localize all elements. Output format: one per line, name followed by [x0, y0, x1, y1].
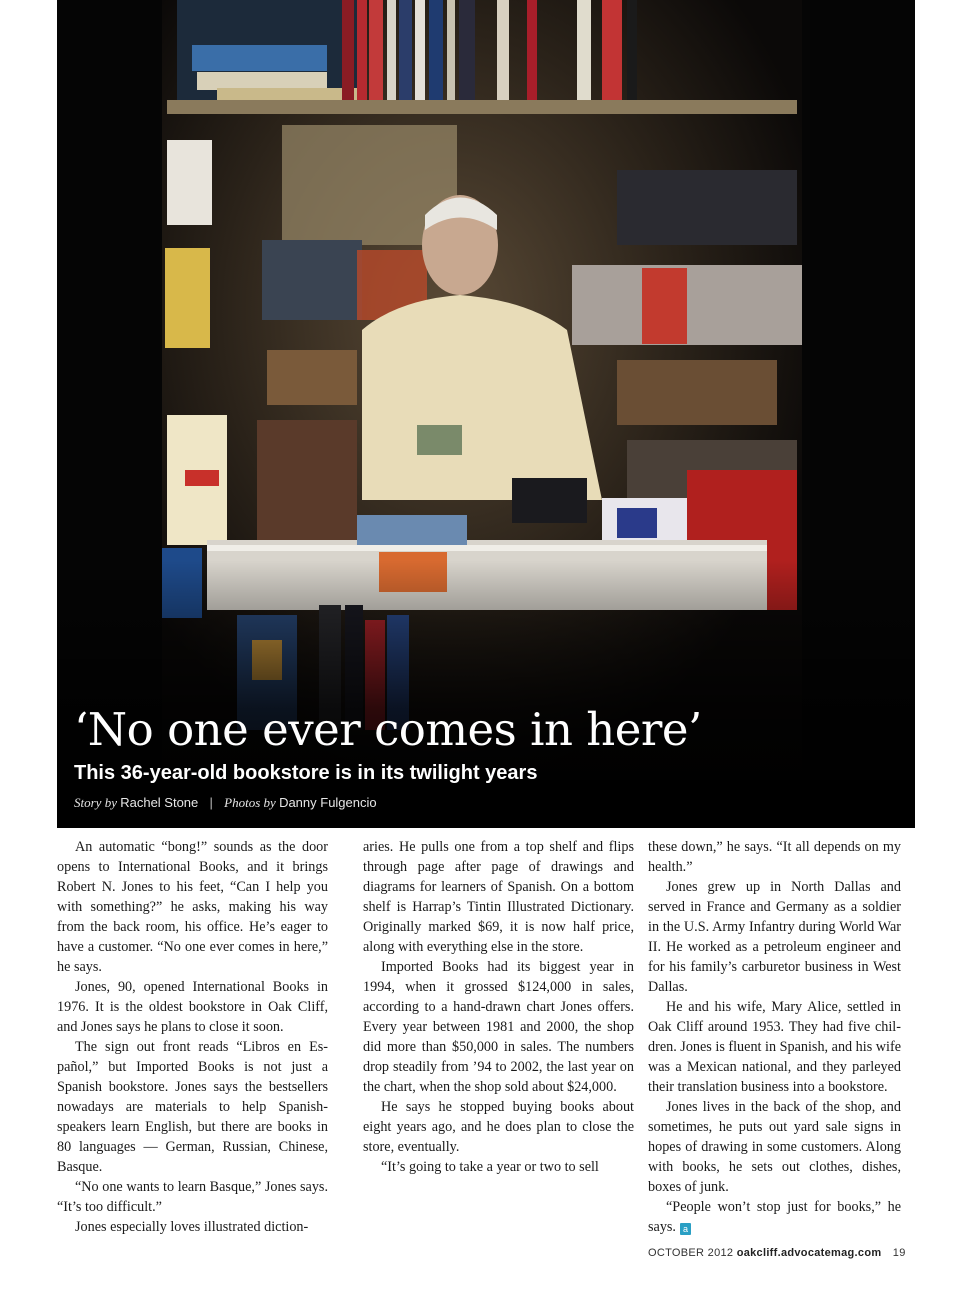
page-number: 19	[892, 1247, 906, 1259]
paragraph: An automatic “bong!” sounds as the door opens to International Books, and it brings Robert N. Jones to his feet, “Can I help you with something?” he asks, making his way from the back room, his office. He’s eager to have a customer. “No one ever comes in here,” he says.	[57, 839, 328, 975]
paragraph: Jones especially loves illustrated diction-	[75, 1219, 309, 1235]
paragraph-text: “People won’t stop just for books,” he says.	[648, 1199, 901, 1235]
story-author: Rachel Stone	[120, 795, 199, 810]
byline	[74, 795, 377, 811]
paragraph: The sign out front reads “Libros en Español,” but Imported Books is not just a Spanish bookstore. Jones says the bestsellers nowadays are materials to help Spanish-speakers learn English, but there are books in 80 languages — German, Russian, Chinese, Basque.	[57, 1039, 328, 1175]
paragraph: He says he stopped buying books about eight years ago, and he does plan to close the store, eventually.	[363, 1099, 634, 1155]
paragraph: Imported Books had its biggest year in 1994, when it grossed $124,000 in sales, according to a hand-drawn chart Jones offers. Every year between 1981 and 2000, the shop did more than $50,000 in sales. The numbers drop steadily from ’94 to 2002, the last year on the chart, when the shop sold about $24,000.	[363, 959, 634, 1095]
paragraph: “It’s going to take a year or two to sell	[381, 1159, 599, 1175]
paragraph: Jones grew up in North Dallas and served in France and Germany as a soldier in the U.S. Army Infantry during World War II. He worked as a petroleum engineer and for his family’s carburetor business in West Dallas.	[648, 879, 901, 995]
photos-author: Danny Fulgencio	[279, 795, 377, 810]
body-column-1	[57, 837, 328, 1237]
page-footer	[648, 1247, 906, 1259]
paragraph: Jones lives in the back of the shop, and sometimes, he puts out yard sale signs in hopes of drawing in some customers. Along with books, he sets out clothes, dishes, boxes of junk.	[648, 1099, 901, 1195]
paragraph-final	[648, 1197, 901, 1237]
body-column-3	[648, 837, 901, 1237]
hero-photo	[57, 0, 915, 828]
paragraph: “No one wants to learn Basque,” Jones says. “It’s too difficult.”	[57, 1179, 328, 1215]
story-label: Story by	[74, 795, 117, 810]
end-mark-icon: a	[680, 1223, 691, 1235]
paragraph: Jones, 90, opened International Books in 1976. It is the oldest bookstore in Oak Cliff, and Jones says he plans to close it soon.	[57, 979, 328, 1035]
subhead: This 36-year-old bookstore is in its twilight years	[74, 762, 538, 784]
body-column-2	[363, 837, 634, 1177]
paragraph: He and his wife, Mary Alice, settled in Oak Cliff around 1953. They had five children. Jones is fluent in Spanish, and his wife was a Mexican national, and they parleyed their translation business into a bookstore.	[648, 999, 901, 1095]
photos-label: Photos by	[224, 795, 276, 810]
byline-separator: |	[209, 795, 213, 810]
headline: ‘No one ever comes in here’	[74, 703, 702, 756]
paragraph: these down,” he says. “It all depends on my health.”	[648, 839, 901, 875]
issue-date: OCTOBER 2012	[648, 1247, 734, 1259]
paragraph: aries. He pulls one from a top shelf and flips through page after page of drawings and diagrams for learners of Spanish. On a bottom shelf is Harrap’s Tintin Illustrated Dictionary. Originally marked $69, it is now half price, along with everything else in the store.	[363, 839, 634, 955]
website-link[interactable]: oakcliff.advocatemag.com	[736, 1247, 882, 1259]
